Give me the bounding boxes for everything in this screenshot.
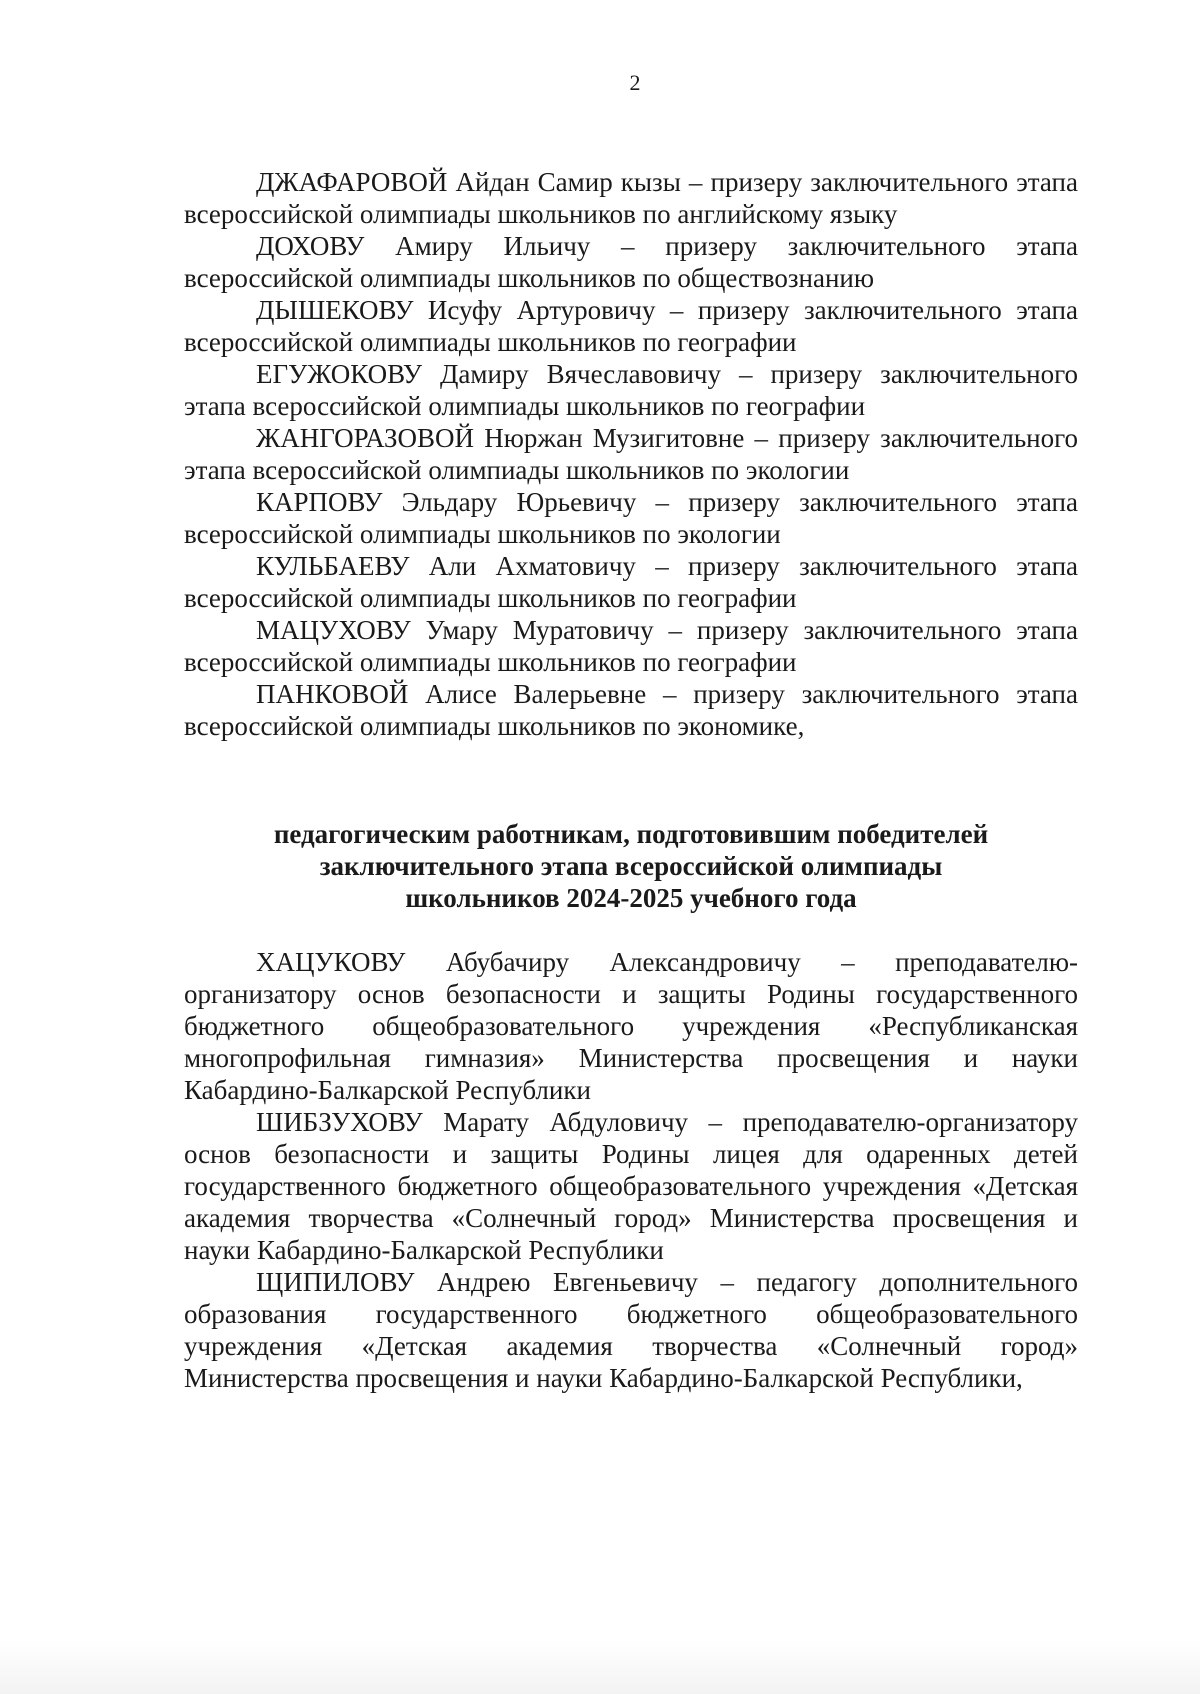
laureate-entry: КАРПОВУ Эльдару Юрьевичу – призеру заключительного этапа всероссийской олимпиады школьников по экологии [184, 487, 1078, 549]
scan-shadow [0, 1640, 1200, 1694]
laureate-entry: ЕГУЖОКОВУ Дамиру Вячеславовичу – призеру заключительного этапа всероссийской олимпиады школьников по географии [184, 359, 1078, 421]
teacher-entry: ХАЦУКОВУ Абубачиру Александровичу – преподавателю-организатору основ безопасности и защиты Родины государственного бюджетного общеобразовательного учреждения «Республиканская многопрофильная гимназия» Министерства просвещения и науки Кабардино-Балкарской Республики [184, 947, 1078, 1105]
teachers-list [184, 946, 1078, 1394]
heading-line: школьников 2024-2025 учебного года [405, 883, 857, 913]
laureate-entry: ДЖАФАРОВОЙ Айдан Самир кызы – призеру заключительного этапа всероссийской олимпиады школьников по английскому языку [184, 167, 1078, 229]
laureate-entry: МАЦУХОВУ Умару Муратовичу – призеру заключительного этапа всероссийской олимпиады школьников по географии [184, 615, 1078, 677]
page-number: 2 [629, 70, 641, 95]
teacher-entry: ШИБЗУХОВУ Марату Абдуловичу – преподавателю-организатору основ безопасности и защиты Родины лицея для одаренных детей государственного бюджетного общеобразовательного учреждения «Детская академия творчества «Солнечный город» Министерства просвещения и науки Кабардино-Балкарской Республики [184, 1107, 1078, 1265]
teacher-entry: ЩИПИЛОВУ Андрею Евгеньевичу – педагогу дополнительного образования государственного бюджетного общеобразовательного учреждения «Детская академия творчества «Солнечный город» Министерства просвещения и науки Кабардино-Балкарской Республики, [184, 1267, 1078, 1393]
heading-line: заключительного этапа всероссийской олимпиады [319, 851, 943, 881]
teachers-section-heading [184, 818, 1078, 914]
laureate-entry: ЖАНГОРАЗОВОЙ Нюржан Музигитовне – призеру заключительного этапа всероссийской олимпиады школьников по экологии [184, 423, 1078, 485]
laureate-entry: ДОХОВУ Амиру Ильичу – призеру заключительного этапа всероссийской олимпиады школьников по обществознанию [184, 231, 1078, 293]
laureate-entry: ПАНКОВОЙ Алисе Валерьевне – призеру заключительного этапа всероссийской олимпиады школьников по экономике, [184, 679, 1078, 741]
laureate-entry: ДЫШЕКОВУ Исуфу Артуровичу – призеру заключительного этапа всероссийской олимпиады школьников по географии [184, 295, 1078, 357]
laureate-entry: КУЛЬБАЕВУ Али Ахматовичу – призеру заключительного этапа всероссийской олимпиады школьников по географии [184, 551, 1078, 613]
heading-line: педагогическим работникам, подготовившим победителей [273, 819, 989, 849]
laureates-list [184, 166, 1078, 742]
